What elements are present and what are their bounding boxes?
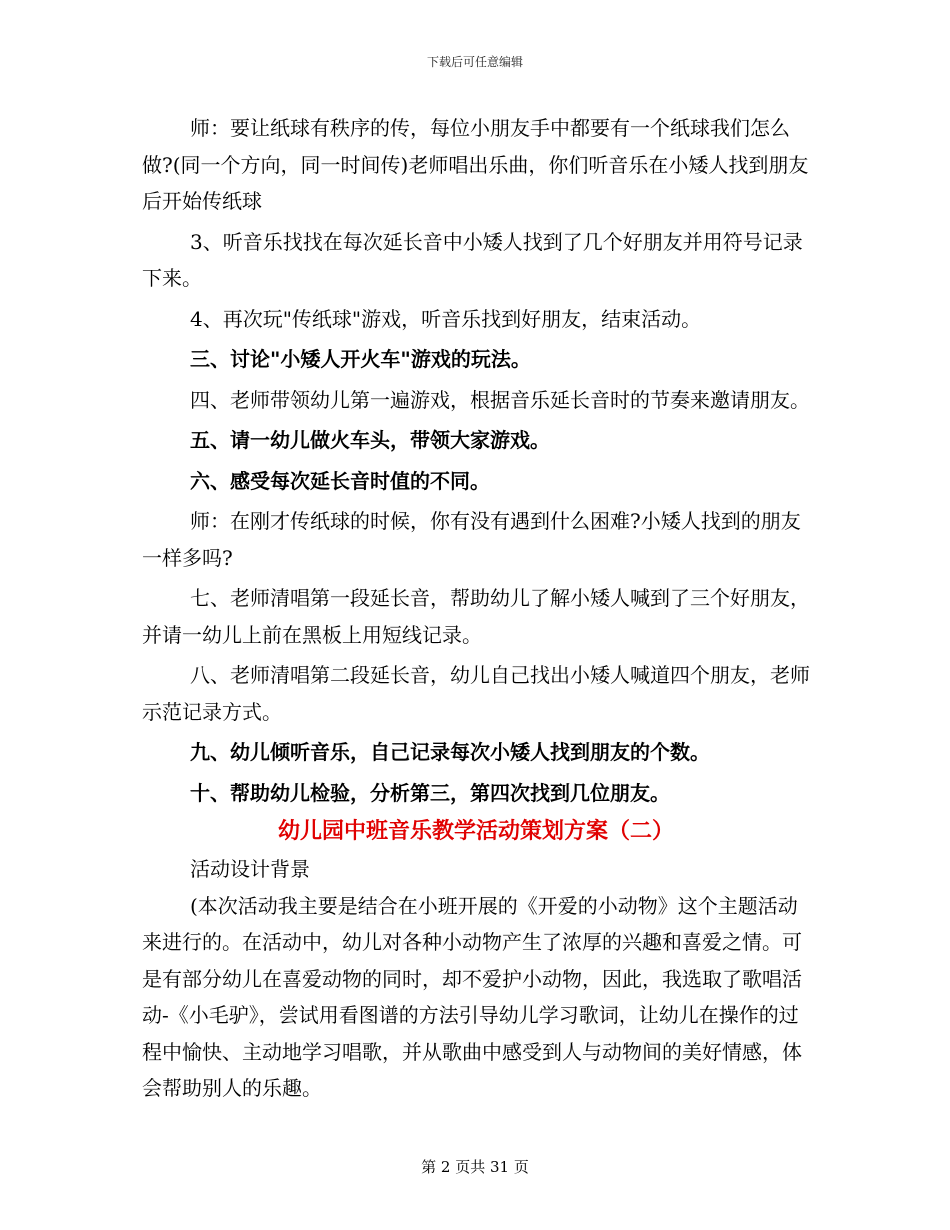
paragraph-1: 师：要让纸球有秩序的传，每位小朋友手中都要有一个纸球我们怎么做?(同一个方向，同一时间传)老师唱出乐曲，你们听音乐在小矮人找到朋友后开始传纸球 bbox=[142, 116, 809, 213]
page-header: 下载后可任意编辑 bbox=[426, 55, 523, 69]
paragraph-10: 八、老师清唱第二段延长音，幼儿自己找出小矮人喊道四个朋友，老师示范记录方式。 bbox=[142, 663, 810, 724]
subheading-background: 活动设计背景 bbox=[190, 857, 310, 881]
paragraph-8: 师：在刚才传纸球的时候，你有没有遇到什么困难?小矮人找到的朋友一样多吗? bbox=[142, 509, 801, 570]
paragraph-6: 五、请一幼儿做火车头，带领大家游戏。 bbox=[190, 428, 550, 452]
section-title: 幼儿园中班音乐教学活动策划方案（二） bbox=[277, 818, 674, 844]
paragraph-11: 九、幼儿倾听音乐，自己记录每次小矮人找到朋友的个数。 bbox=[190, 740, 710, 764]
paragraph-12: 十、帮助幼儿检验，分析第三，第四次找到几位朋友。 bbox=[190, 780, 670, 805]
paragraph-5: 四、老师带领幼儿第一遍游戏，根据音乐延长音时的节奏来邀请朋友。 bbox=[190, 387, 810, 412]
paragraph-7: 六、感受每次延长音时值的不同。 bbox=[190, 468, 490, 493]
paragraph-background: (本次活动我主要是结合在小班开展的《开爱的小动物》这个主题活动来进行的。在活动中，幼儿对各种小动物产生了浓厚的兴趣和喜爱之情。可是有部分幼儿在喜爱动物的同时，却不爱护小动物，因此，我选取了歌唱活动-《小毛驴》，尝试用看图谱的方法引导幼儿学习歌词，让幼儿在操作的过程中愉快、主动地学习唱歌，并从歌曲中感受到人与动物间的美好情感，体会帮助别人的乐趣。 bbox=[142, 893, 802, 1100]
page-footer: 第 2 页共 31 页 bbox=[421, 1158, 529, 1176]
paragraph-2: 3、听音乐找找在每次延长音中小矮人找到了几个好朋友并用符号记录下来。 bbox=[142, 229, 803, 290]
document-body bbox=[142, 110, 810, 1107]
paragraph-9: 七、老师清唱第一段延长音，帮助幼儿了解小矮人喊到了三个好朋友，并请一幼儿上前在黑板上用短线记录。 bbox=[142, 586, 810, 647]
paragraph-3: 4、再次玩"传纸球"游戏，听音乐找到好朋友，结束活动。 bbox=[190, 306, 702, 331]
paragraph-4: 三、讨论"小矮人开火车"游戏的玩法。 bbox=[190, 347, 531, 371]
